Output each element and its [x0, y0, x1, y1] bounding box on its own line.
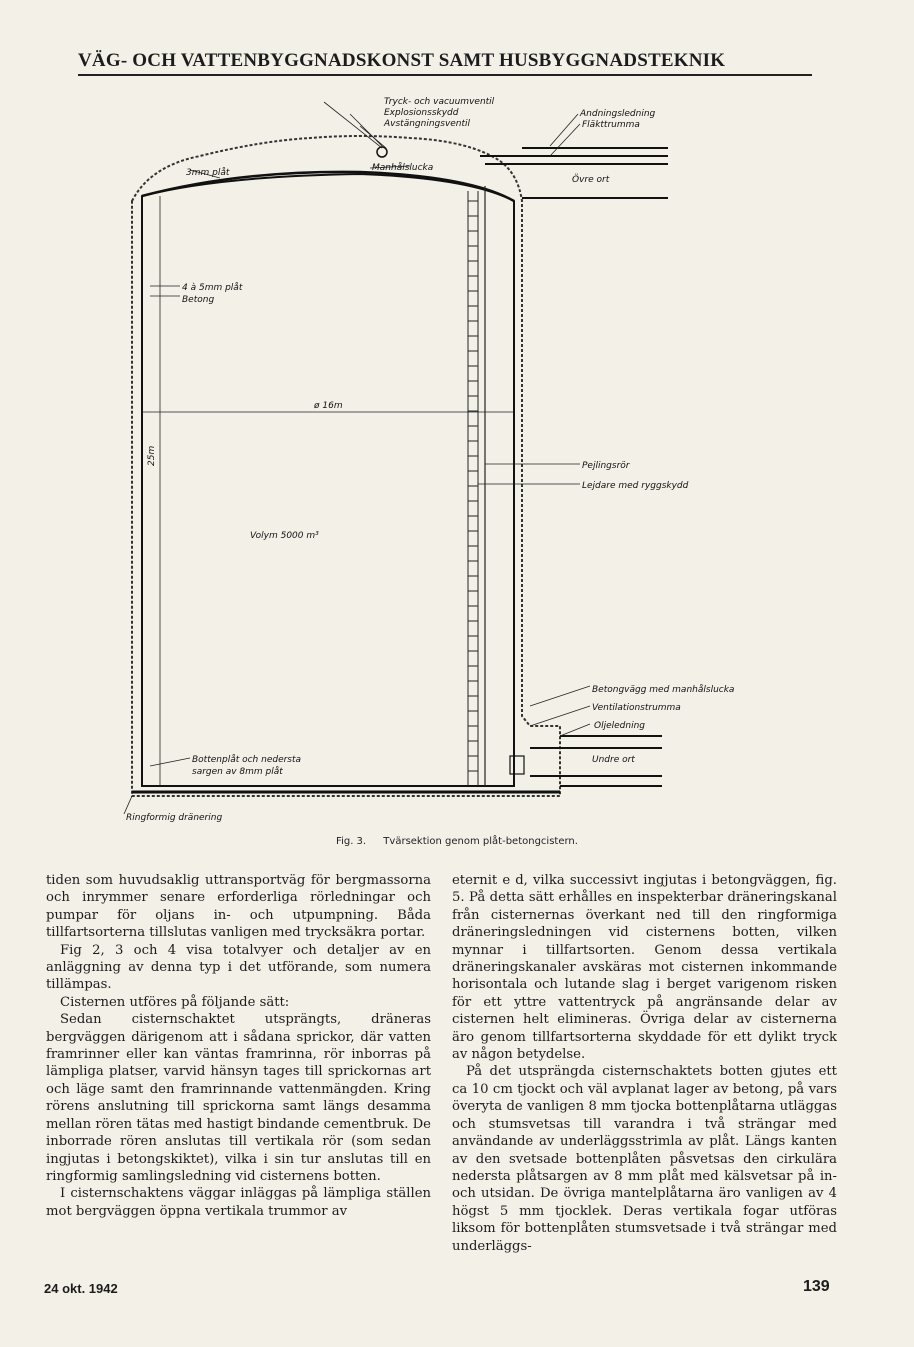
page-number: 139 — [803, 1278, 830, 1295]
label-bottom-plate-2: sargen av 8mm plåt — [192, 767, 283, 777]
label-diameter: ø 16m — [314, 401, 343, 411]
label-pressure-valve: Tryck- och vacuumventil — [384, 97, 495, 107]
paragraph: eternit e d, vilka successivt ingjutas i betongväggen, fig. 5. På detta sätt erhålles en inspekterbar dräneringskanal från cisternernas överkant ned till den ringformiga dräneringsledningen vid cisternens botten, vilken mynnar i tillfartsorten. Genom dessa vertikala dräneringskanaler avskäras mot cisternen inkommande horisontala och lutande slag i berget varigenom risken för ett yttre vattentryck på angränsande delar av cisternen helt elimineras. Övriga delar av cisternerna äro genom tillfartsorterna skyddade för ett dylikt tryck av någon betydelse. — [452, 873, 837, 1063]
label-fan-duct: Fläkttrumma — [582, 120, 640, 130]
label-bottom-plate-1: Bottenplåt och nedersta — [192, 755, 302, 765]
paragraph: På det utsprängda cisternschaktets botten gjutes ett ca 10 cm tjockt och väl avplanat lager av betong, på vars överyta de vanligen 8 mm tjocka bottenplåtarna utläggas och stumsvetsas till varandra i två strängar med användande av underläggsstrimla av plåt. Längs kanten av den svetsade bottenplåten påsvetsas den cirkulära nedersta plåtsargen av 8 mm plåt med kälsvetsar på in- och utsidan. De övriga mantelplåtarna äro vanligen av 4 högst 5 mm tjocklek. Deras vertikala fogar utföras liksom för bottenplåten stumsvetsade i två strängar med underläggs- — [452, 1064, 837, 1254]
label-ladder: Lejdare med ryggskydd — [582, 481, 689, 491]
label-breathing-line: Andningsledning — [580, 109, 656, 119]
left-column — [46, 872, 431, 1220]
upper-drift — [480, 148, 668, 198]
paragraph: Cisternen utföres på följande sätt: — [60, 994, 290, 1010]
figure-caption — [0, 836, 914, 847]
page-header: VÄG- OCH VATTENBYGGNADSKONST SAMT HUSBYGGNADSTEKNIK — [78, 50, 726, 71]
paragraph: Sedan cisternschaktet utsprängts, dräneras bergväggen därigenom att i sådana sprickor, där vatten framrinner eller kan väntas framrinna, rör inborras på lämpliga platser, varvid hänsyn tages till sprickornas art och läge samt den framrinnande vattenmängden. Kring rörens anslutning till sprickorna samt längs desamma mellan rören tätas med hastigt bindande cementbruk. De inborrade rören anslutas till vertikala rör (som sedan ingjutas i betongskiktet), vilka i sin tur anslutas till en ringformig samlingsledning vid cisternens botten. — [46, 1012, 431, 1184]
label-upper-drift: Övre ort — [572, 175, 610, 185]
tank-shell — [142, 174, 514, 786]
right-column — [452, 872, 837, 1255]
caption-number: Fig. 3. — [336, 836, 367, 847]
label-concrete-wall: Betongvägg med manhålslucka — [592, 685, 735, 695]
label-sounding-pipe: Pejlingsrör — [582, 461, 630, 471]
paragraph: tiden som huvudsaklig uttransportväg för bergmassorna och inrymmer senare erforderliga rörledningar och pumpar för oljans in- och utpumpning. Båda tillfartsorterna tillslutas vanligen med trycksäkra portar. — [46, 873, 431, 941]
label-concrete: Betong — [182, 295, 215, 305]
label-height: 25m — [147, 445, 157, 466]
header-rule — [78, 74, 812, 76]
label-plate-3mm: 3mm plåt — [186, 168, 230, 178]
label-lower-drift: Undre ort — [592, 755, 635, 765]
paragraph: Fig 2, 3 och 4 visa totalvyer och detaljer av en anläggning av denna typ i det utförande, som numera tillämpas. — [46, 942, 431, 993]
label-explosion-guard: Explosionsskydd — [384, 108, 459, 118]
roof-valve — [377, 147, 387, 157]
label-oil-line: Oljeledning — [594, 721, 645, 731]
label-ring-drain: Ringformig dränering — [126, 813, 223, 823]
label-manhole: Manhålslucka — [372, 163, 434, 173]
label-volume: Volym 5000 m³ — [250, 531, 319, 541]
label-ventilation-duct: Ventilationstrumma — [592, 703, 681, 713]
label-wall-plate: 4 à 5mm plåt — [182, 283, 243, 293]
cistern-cross-section — [110, 86, 735, 826]
paragraph: I cisternschaktens väggar inläggas på lämpliga ställen mot bergväggen öppna vertikala trummor av — [46, 1186, 431, 1219]
label-vent-valve: Avstängningsventil — [384, 119, 471, 129]
caption-text: Tvärsektion genom plåt-betongcistern. — [383, 836, 578, 847]
footer-date: 24 okt. 1942 — [44, 1281, 118, 1296]
